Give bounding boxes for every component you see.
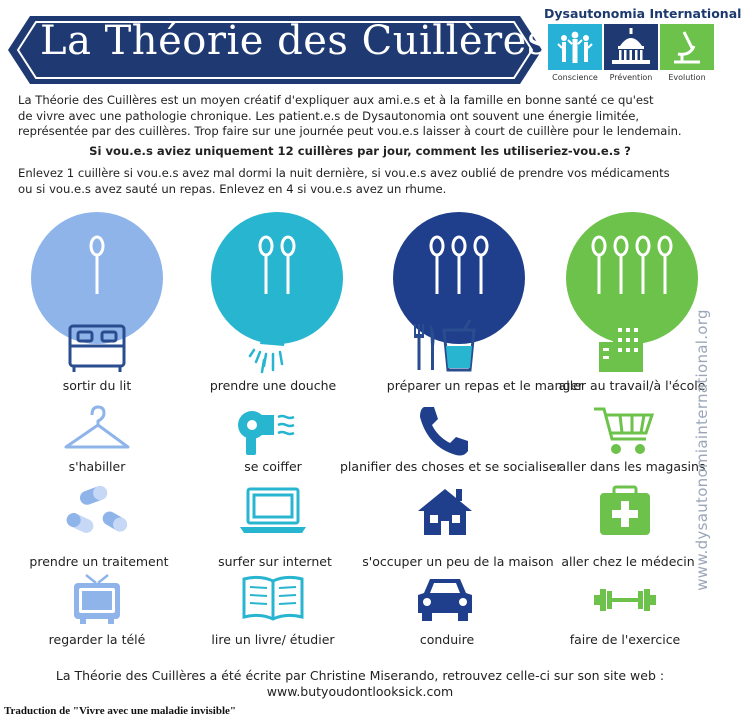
activity-label: s'habiller bbox=[68, 459, 126, 474]
people-icon bbox=[548, 24, 602, 70]
logo-caption: Evolution bbox=[668, 73, 706, 82]
activity-label: se coiffer bbox=[244, 459, 302, 474]
pills-icon bbox=[62, 483, 132, 539]
meal-icon bbox=[408, 318, 478, 374]
hanger-icon bbox=[62, 403, 132, 459]
translation-note: Traduction de "Vivre avec une maladie invisible" bbox=[4, 705, 237, 717]
dumbbell-icon bbox=[590, 571, 660, 627]
page-title: La Théorie des Cuillères bbox=[40, 18, 548, 64]
intro-line: de vivre avec une pathologie chronique. Les patient.e.s de Dysautonomia ont souvent une énergie limitée, bbox=[18, 108, 640, 123]
hairdryer-icon bbox=[230, 403, 300, 459]
org-name: Dysautonomia International bbox=[544, 6, 741, 21]
phone-icon bbox=[410, 403, 480, 459]
cart-icon bbox=[590, 403, 660, 459]
tv-icon bbox=[62, 571, 132, 627]
house-icon bbox=[410, 483, 480, 539]
activity-label: sortir du lit bbox=[62, 378, 132, 393]
activity-label: conduire bbox=[419, 632, 475, 647]
shower-icon bbox=[238, 318, 308, 374]
activity-label: prendre un traitement bbox=[29, 554, 169, 569]
car-icon bbox=[410, 571, 480, 627]
capitol-icon bbox=[604, 24, 658, 70]
microscope-icon bbox=[660, 24, 714, 70]
bed-icon bbox=[62, 318, 132, 374]
question: Si vou.e.s aviez uniquement 12 cuillères par jour, comment les utiliseriez-vou.e.s ? bbox=[89, 144, 631, 158]
book-icon bbox=[238, 571, 308, 627]
logo-caption: Prévention bbox=[609, 73, 653, 82]
activity-label: préparer un repas et le manger bbox=[386, 378, 584, 393]
activity-label: faire de l'exercice bbox=[569, 632, 681, 647]
activity-label: aller dans les magasins bbox=[558, 459, 706, 474]
activity-label: planifier des choses et se socialiser bbox=[340, 459, 562, 474]
activity-label: aller au travail/à l'école bbox=[558, 378, 706, 393]
medical-kit-icon bbox=[590, 483, 660, 539]
instruction-line: ou si vou.e.s avez sauté un repas. Enlevez en 4 si vou.e.s avez un rhume. bbox=[18, 182, 447, 196]
activity-label: prendre une douche bbox=[209, 378, 337, 393]
credit-text: La Théorie des Cuillères a été écrite par Christine Miserando, retrouvez celle-ci sur son site web : bbox=[55, 668, 665, 683]
intro-line: représentée par des cuillères. Trop faire sur une journée peut vou.e.s laisser à court de cuillère pour le lendemain. bbox=[18, 124, 682, 138]
activity-label: s'occuper un peu de la maison bbox=[362, 554, 554, 569]
credit-url: www.butyoudontlooksick.com bbox=[266, 684, 454, 699]
side-url: www.dysautonomiainternational.org bbox=[693, 309, 711, 591]
activity-label: lire un livre/ étudier bbox=[211, 632, 335, 647]
instruction-line: Enlevez 1 cuillère si vou.e.s avez mal dormi la nuit dernière, si vou.e.s avez oublié de prendre vos médicaments bbox=[18, 166, 670, 180]
intro-line: La Théorie des Cuillères est un moyen créatif d'expliquer aux ami.e.s et à la famille en bonne santé ce qu'est bbox=[18, 93, 654, 107]
activity-label: surfer sur internet bbox=[218, 554, 332, 569]
logo-caption: Conscience bbox=[552, 73, 598, 82]
laptop-icon bbox=[238, 483, 308, 539]
building-icon bbox=[589, 318, 659, 374]
activity-label: regarder la télé bbox=[48, 632, 146, 647]
activity-label: aller chez le médecin bbox=[561, 554, 695, 569]
